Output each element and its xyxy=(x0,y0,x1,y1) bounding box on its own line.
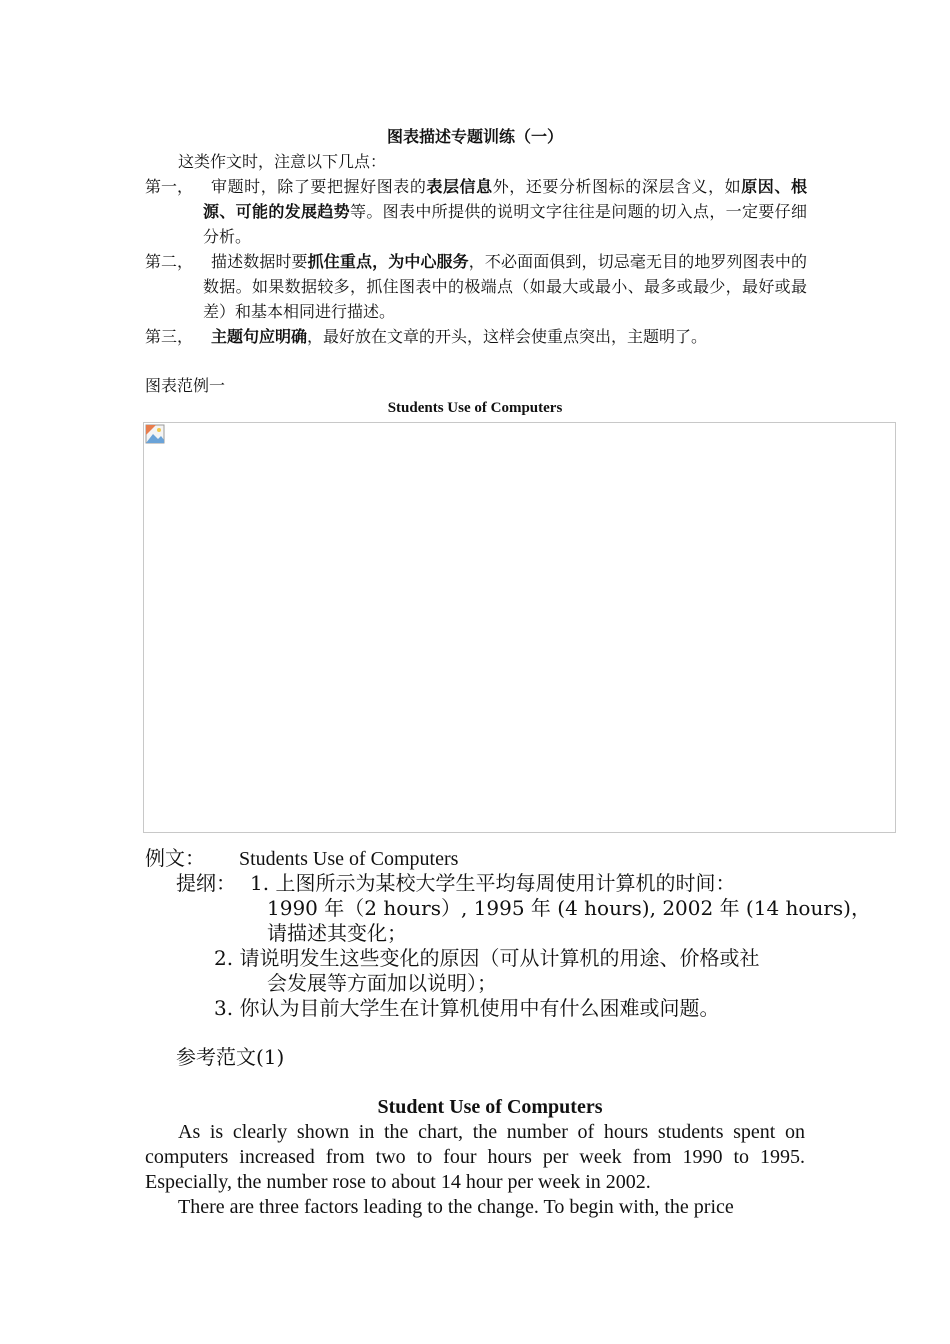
outline-line-1: 1. 上图所示为某校大学生平均每周使用计算机的时间： xyxy=(250,871,736,895)
example-title: Students Use of Computers xyxy=(239,848,459,870)
essay-paragraph-1: As is clearly shown in the chart, the number of hours students spent on computers increased from two to four hours per week from 1990 to 1995. Especially, the number rose to about 14 hour per week in 2002. xyxy=(145,1121,805,1193)
essay-title: Student Use of Computers xyxy=(377,1096,603,1118)
outline-line-6: 3. 你认为目前大学生在计算机使用中有什么困难或问题。 xyxy=(214,996,720,1020)
essay-body xyxy=(145,1120,805,1220)
point-3-label: 第三， xyxy=(145,327,194,346)
point-2: 第二， 描述数据时要抓住重点，为中心服务，不必面面俱到，切忌毫无目的地罗列图表中的数据。如果数据较多，抓住图表中的极端点（如最大或最小、最多或最少，最好或最差）和基本相同进行描述。 xyxy=(145,249,807,324)
example-label-cn: 例文： xyxy=(145,846,205,870)
point-1: 第一， 审题时，除了要把握好图表的表层信息外，还要分析图标的深层含义，如原因、根源、可能的发展趋势等。图表中所提供的说明文字往往是问题的切入点，一定要仔细分析。 xyxy=(145,174,807,249)
outline-block xyxy=(176,871,871,1021)
example-label: 图表范例一 xyxy=(145,376,226,395)
outline-label: 提纲： xyxy=(176,871,236,895)
point-3: 第三， 主题句应明确，最好放在文章的开头，这样会使重点突出，主题明了。 xyxy=(145,324,807,349)
outline-line-5: 会发展等方面加以说明）； xyxy=(267,971,497,995)
chart-image-placeholder xyxy=(143,422,896,833)
intro-text: 这类作文时，注意以下几点： xyxy=(178,152,387,171)
reference-label: 参考范文(1) xyxy=(176,1045,285,1069)
document-title: 图表描述专题训练（一） xyxy=(386,127,563,146)
point-1-label: 第一， xyxy=(145,177,194,196)
outline-line-4: 2. 请说明发生这些变化的原因（可从计算机的用途、价格或社 xyxy=(214,946,760,970)
point-2-label: 第二， xyxy=(145,252,194,271)
outline-line-2: 1990 年（2 hours）, 1995 年 (4 hours), 2002 年 (14 hours)， xyxy=(267,896,871,920)
broken-image-icon xyxy=(145,424,165,444)
essay-paragraph-2: There are three factors leading to the change. To begin with, the price xyxy=(178,1196,734,1218)
chart-title: Students Use of Computers xyxy=(387,400,563,416)
outline-line-3: 请描述其变化； xyxy=(267,921,407,945)
example-heading xyxy=(145,846,458,872)
